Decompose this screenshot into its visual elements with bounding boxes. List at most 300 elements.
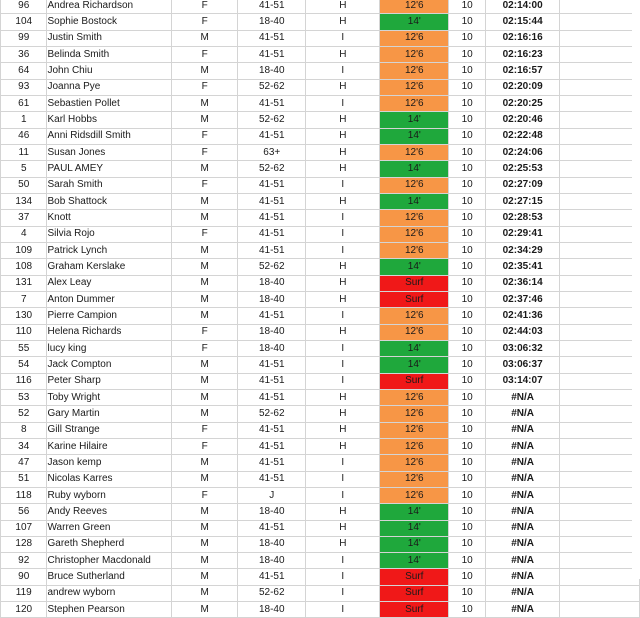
cell-age-group[interactable]: 41-51 (238, 210, 306, 226)
cell-name[interactable]: Sebastien Pollet (47, 95, 172, 111)
cell-category[interactable]: H (306, 504, 380, 520)
cell-name[interactable]: Jason kemp (47, 455, 172, 471)
cell-time[interactable]: 02:27:09 (485, 177, 559, 193)
cell-empty[interactable] (560, 291, 640, 307)
cell-bib-number[interactable]: 134 (1, 193, 47, 209)
cell-empty[interactable] (560, 357, 640, 373)
cell-name[interactable]: Bruce Sutherland (47, 569, 172, 585)
cell-board[interactable]: 14' (380, 193, 449, 209)
cell-board[interactable]: Surf (380, 569, 449, 585)
cell-bib-number[interactable]: 46 (1, 128, 47, 144)
cell-sex[interactable]: M (172, 30, 238, 46)
cell-distance[interactable]: 10 (449, 389, 486, 405)
cell-sex[interactable]: M (172, 112, 238, 128)
cell-empty[interactable] (560, 324, 640, 340)
cell-sex[interactable]: F (172, 422, 238, 438)
cell-time[interactable]: #N/A (485, 438, 559, 454)
cell-bib-number[interactable]: 11 (1, 144, 47, 160)
cell-sex[interactable]: M (172, 406, 238, 422)
cell-bib-number[interactable]: 130 (1, 308, 47, 324)
cell-board[interactable]: 14' (380, 112, 449, 128)
cell-board[interactable]: 12'6 (380, 324, 449, 340)
cell-bib-number[interactable]: 7 (1, 291, 47, 307)
cell-board[interactable]: 12'6 (380, 210, 449, 226)
cell-sex[interactable]: F (172, 128, 238, 144)
cell-time[interactable]: #N/A (485, 422, 559, 438)
cell-name[interactable]: lucy king (47, 340, 172, 356)
cell-age-group[interactable]: 18-40 (238, 324, 306, 340)
cell-category[interactable]: H (306, 275, 380, 291)
cell-bib-number[interactable]: 116 (1, 373, 47, 389)
cell-distance[interactable]: 10 (449, 46, 486, 62)
cell-name[interactable]: andrew wyborn (47, 585, 172, 601)
cell-distance[interactable]: 10 (449, 536, 486, 552)
cell-time[interactable]: #N/A (485, 455, 559, 471)
cell-time[interactable]: #N/A (485, 602, 559, 618)
cell-time[interactable]: #N/A (485, 553, 559, 569)
cell-name[interactable]: Pierre Campion (47, 308, 172, 324)
cell-category[interactable]: H (306, 79, 380, 95)
cell-board[interactable]: 14' (380, 14, 449, 30)
cell-empty[interactable] (560, 406, 640, 422)
cell-sex[interactable]: F (172, 177, 238, 193)
cell-age-group[interactable]: J (238, 487, 306, 503)
cell-bib-number[interactable]: 92 (1, 553, 47, 569)
cell-empty[interactable] (560, 585, 640, 601)
cell-time[interactable]: 02:16:57 (485, 63, 559, 79)
cell-sex[interactable]: F (172, 79, 238, 95)
cell-name[interactable]: Gareth Shepherd (47, 536, 172, 552)
cell-distance[interactable]: 10 (449, 471, 486, 487)
cell-empty[interactable] (560, 14, 640, 30)
cell-category[interactable]: H (306, 324, 380, 340)
cell-category[interactable]: I (306, 569, 380, 585)
cell-category[interactable]: I (306, 226, 380, 242)
cell-empty[interactable] (560, 536, 640, 552)
cell-bib-number[interactable]: 50 (1, 177, 47, 193)
cell-name[interactable]: Anton Dummer (47, 291, 172, 307)
cell-category[interactable]: I (306, 340, 380, 356)
cell-category[interactable]: H (306, 128, 380, 144)
cell-name[interactable]: Helena Richards (47, 324, 172, 340)
cell-age-group[interactable]: 41-51 (238, 128, 306, 144)
cell-bib-number[interactable]: 93 (1, 79, 47, 95)
cell-time[interactable]: 02:20:09 (485, 79, 559, 95)
cell-empty[interactable] (560, 112, 640, 128)
cell-time[interactable]: 02:28:53 (485, 210, 559, 226)
cell-board[interactable]: 12'6 (380, 487, 449, 503)
cell-sex[interactable]: M (172, 553, 238, 569)
cell-empty[interactable] (560, 177, 640, 193)
cell-bib-number[interactable]: 61 (1, 95, 47, 111)
cell-board[interactable]: 14' (380, 520, 449, 536)
cell-time[interactable]: 02:34:29 (485, 242, 559, 258)
cell-distance[interactable]: 10 (449, 14, 486, 30)
cell-age-group[interactable]: 18-40 (238, 340, 306, 356)
cell-time[interactable]: 02:36:14 (485, 275, 559, 291)
cell-distance[interactable]: 10 (449, 259, 486, 275)
cell-time[interactable]: #N/A (485, 406, 559, 422)
cell-distance[interactable]: 10 (449, 177, 486, 193)
cell-distance[interactable]: 10 (449, 569, 486, 585)
cell-bib-number[interactable]: 34 (1, 438, 47, 454)
cell-board[interactable]: 12'6 (380, 422, 449, 438)
cell-name[interactable]: Nicolas Karres (47, 471, 172, 487)
cell-time[interactable]: 02:14:00 (485, 0, 559, 14)
cell-sex[interactable]: F (172, 144, 238, 160)
cell-age-group[interactable]: 18-40 (238, 275, 306, 291)
cell-empty[interactable] (560, 193, 640, 209)
cell-distance[interactable]: 10 (449, 95, 486, 111)
cell-time[interactable]: 02:15:44 (485, 14, 559, 30)
cell-time[interactable]: 02:41:36 (485, 308, 559, 324)
cell-name[interactable]: Karl Hobbs (47, 112, 172, 128)
cell-sex[interactable]: M (172, 373, 238, 389)
cell-time[interactable]: #N/A (485, 487, 559, 503)
cell-category[interactable]: H (306, 46, 380, 62)
cell-distance[interactable]: 10 (449, 455, 486, 471)
cell-category[interactable]: H (306, 193, 380, 209)
cell-sex[interactable]: M (172, 63, 238, 79)
cell-board[interactable]: Surf (380, 585, 449, 601)
cell-name[interactable]: Peter Sharp (47, 373, 172, 389)
cell-age-group[interactable]: 41-51 (238, 30, 306, 46)
cell-sex[interactable]: F (172, 226, 238, 242)
cell-category[interactable]: H (306, 536, 380, 552)
cell-empty[interactable] (560, 46, 640, 62)
cell-time[interactable]: 02:16:23 (485, 46, 559, 62)
cell-sex[interactable]: M (172, 161, 238, 177)
cell-bib-number[interactable]: 1 (1, 112, 47, 128)
cell-bib-number[interactable]: 99 (1, 30, 47, 46)
cell-name[interactable]: Ruby wyborn (47, 487, 172, 503)
cell-name[interactable]: Knott (47, 210, 172, 226)
cell-bib-number[interactable]: 56 (1, 504, 47, 520)
cell-bib-number[interactable]: 120 (1, 602, 47, 618)
cell-board[interactable]: 12'6 (380, 95, 449, 111)
cell-sex[interactable]: M (172, 602, 238, 618)
cell-bib-number[interactable]: 55 (1, 340, 47, 356)
cell-sex[interactable]: F (172, 438, 238, 454)
cell-category[interactable]: H (306, 0, 380, 14)
cell-empty[interactable] (560, 242, 640, 258)
cell-distance[interactable]: 10 (449, 373, 486, 389)
cell-category[interactable]: I (306, 177, 380, 193)
cell-empty[interactable] (560, 226, 640, 242)
cell-age-group[interactable]: 52-62 (238, 585, 306, 601)
cell-sex[interactable]: M (172, 275, 238, 291)
cell-sex[interactable]: M (172, 357, 238, 373)
cell-sex[interactable]: F (172, 487, 238, 503)
cell-sex[interactable]: M (172, 585, 238, 601)
cell-category[interactable]: H (306, 520, 380, 536)
cell-board[interactable]: 12'6 (380, 226, 449, 242)
cell-category[interactable]: I (306, 308, 380, 324)
cell-age-group[interactable]: 41-51 (238, 373, 306, 389)
cell-sex[interactable]: M (172, 455, 238, 471)
cell-distance[interactable]: 10 (449, 324, 486, 340)
cell-category[interactable]: I (306, 373, 380, 389)
cell-category[interactable]: I (306, 30, 380, 46)
cell-category[interactable]: H (306, 259, 380, 275)
cell-age-group[interactable]: 18-40 (238, 536, 306, 552)
cell-board[interactable]: 12'6 (380, 242, 449, 258)
cell-age-group[interactable]: 41-51 (238, 569, 306, 585)
cell-sex[interactable]: M (172, 471, 238, 487)
cell-age-group[interactable]: 18-40 (238, 602, 306, 618)
cell-sex[interactable]: M (172, 259, 238, 275)
cell-board[interactable]: 12'6 (380, 0, 449, 14)
cell-sex[interactable]: M (172, 520, 238, 536)
cell-distance[interactable]: 10 (449, 30, 486, 46)
cell-empty[interactable] (560, 161, 640, 177)
cell-name[interactable]: Christopher Macdonald (47, 553, 172, 569)
cell-board[interactable]: 14' (380, 553, 449, 569)
cell-age-group[interactable]: 63+ (238, 144, 306, 160)
cell-age-group[interactable]: 18-40 (238, 291, 306, 307)
cell-empty[interactable] (560, 422, 640, 438)
cell-sex[interactable]: M (172, 210, 238, 226)
cell-name[interactable]: Gill Strange (47, 422, 172, 438)
cell-bib-number[interactable]: 37 (1, 210, 47, 226)
cell-bib-number[interactable]: 53 (1, 389, 47, 405)
cell-board[interactable]: 12'6 (380, 30, 449, 46)
cell-time[interactable]: #N/A (485, 504, 559, 520)
cell-empty[interactable] (560, 602, 640, 618)
cell-time[interactable]: 03:06:37 (485, 357, 559, 373)
cell-category[interactable]: H (306, 406, 380, 422)
cell-board[interactable]: 12'6 (380, 46, 449, 62)
cell-sex[interactable]: F (172, 340, 238, 356)
cell-bib-number[interactable]: 96 (1, 0, 47, 14)
cell-age-group[interactable]: 41-51 (238, 177, 306, 193)
cell-distance[interactable]: 10 (449, 275, 486, 291)
cell-distance[interactable]: 10 (449, 406, 486, 422)
cell-time[interactable]: 02:20:25 (485, 95, 559, 111)
cell-bib-number[interactable]: 52 (1, 406, 47, 422)
cell-sex[interactable]: M (172, 504, 238, 520)
cell-time[interactable]: 02:27:15 (485, 193, 559, 209)
cell-name[interactable]: Patrick Lynch (47, 242, 172, 258)
cell-sex[interactable]: F (172, 0, 238, 14)
cell-age-group[interactable]: 52-62 (238, 79, 306, 95)
cell-board[interactable]: Surf (380, 291, 449, 307)
cell-empty[interactable] (560, 0, 640, 14)
cell-empty[interactable] (560, 487, 640, 503)
cell-category[interactable]: H (306, 291, 380, 307)
cell-bib-number[interactable]: 131 (1, 275, 47, 291)
cell-time[interactable]: #N/A (485, 536, 559, 552)
cell-bib-number[interactable]: 64 (1, 63, 47, 79)
cell-time[interactable]: 02:37:46 (485, 291, 559, 307)
cell-category[interactable]: I (306, 471, 380, 487)
cell-distance[interactable]: 10 (449, 63, 486, 79)
cell-name[interactable]: Alex Leay (47, 275, 172, 291)
cell-board[interactable]: 14' (380, 128, 449, 144)
cell-board[interactable]: 14' (380, 536, 449, 552)
cell-board[interactable]: 12'6 (380, 438, 449, 454)
cell-bib-number[interactable]: 51 (1, 471, 47, 487)
cell-distance[interactable]: 10 (449, 553, 486, 569)
cell-board[interactable]: 12'6 (380, 389, 449, 405)
cell-empty[interactable] (560, 79, 640, 95)
cell-name[interactable]: Graham Kerslake (47, 259, 172, 275)
cell-time[interactable]: 02:22:48 (485, 128, 559, 144)
cell-bib-number[interactable]: 90 (1, 569, 47, 585)
cell-sex[interactable]: M (172, 291, 238, 307)
cell-time[interactable]: 02:24:06 (485, 144, 559, 160)
cell-name[interactable]: Anni Ridsdill Smith (47, 128, 172, 144)
cell-distance[interactable]: 10 (449, 112, 486, 128)
cell-age-group[interactable]: 41-51 (238, 95, 306, 111)
cell-sex[interactable]: F (172, 324, 238, 340)
cell-sex[interactable]: M (172, 536, 238, 552)
cell-distance[interactable]: 10 (449, 602, 486, 618)
cell-empty[interactable] (560, 471, 640, 487)
cell-empty[interactable] (560, 389, 640, 405)
cell-category[interactable]: I (306, 95, 380, 111)
cell-distance[interactable]: 10 (449, 357, 486, 373)
cell-age-group[interactable]: 41-51 (238, 471, 306, 487)
cell-name[interactable]: Susan Jones (47, 144, 172, 160)
cell-age-group[interactable]: 52-62 (238, 406, 306, 422)
cell-bib-number[interactable]: 118 (1, 487, 47, 503)
cell-age-group[interactable]: 41-51 (238, 242, 306, 258)
cell-name[interactable]: Joanna Pye (47, 79, 172, 95)
cell-age-group[interactable]: 41-51 (238, 308, 306, 324)
cell-board[interactable]: Surf (380, 275, 449, 291)
cell-time[interactable]: #N/A (485, 471, 559, 487)
cell-category[interactable]: I (306, 210, 380, 226)
cell-bib-number[interactable]: 5 (1, 161, 47, 177)
cell-sex[interactable]: F (172, 46, 238, 62)
cell-name[interactable]: Andy Reeves (47, 504, 172, 520)
cell-empty[interactable] (560, 308, 640, 324)
cell-distance[interactable]: 10 (449, 585, 486, 601)
cell-time[interactable]: #N/A (485, 389, 559, 405)
cell-sex[interactable]: M (172, 389, 238, 405)
cell-bib-number[interactable]: 4 (1, 226, 47, 242)
cell-distance[interactable]: 10 (449, 161, 486, 177)
cell-time[interactable]: 02:16:16 (485, 30, 559, 46)
cell-board[interactable]: 12'6 (380, 144, 449, 160)
cell-distance[interactable]: 10 (449, 210, 486, 226)
cell-sex[interactable]: F (172, 14, 238, 30)
cell-age-group[interactable]: 18-40 (238, 553, 306, 569)
cell-name[interactable]: Warren Green (47, 520, 172, 536)
cell-age-group[interactable]: 41-51 (238, 193, 306, 209)
cell-empty[interactable] (560, 30, 640, 46)
cell-sex[interactable]: M (172, 308, 238, 324)
cell-distance[interactable]: 10 (449, 79, 486, 95)
cell-distance[interactable]: 10 (449, 0, 486, 14)
cell-sex[interactable]: M (172, 569, 238, 585)
cell-age-group[interactable]: 41-51 (238, 46, 306, 62)
cell-name[interactable]: PAUL AMEY (47, 161, 172, 177)
cell-name[interactable]: Bob Shattock (47, 193, 172, 209)
cell-empty[interactable] (560, 95, 640, 111)
cell-name[interactable]: Sophie Bostock (47, 14, 172, 30)
cell-time[interactable]: 02:29:41 (485, 226, 559, 242)
cell-distance[interactable]: 10 (449, 487, 486, 503)
cell-category[interactable]: H (306, 422, 380, 438)
cell-board[interactable]: 12'6 (380, 455, 449, 471)
cell-age-group[interactable]: 52-62 (238, 259, 306, 275)
cell-name[interactable]: Justin Smith (47, 30, 172, 46)
cell-time[interactable]: #N/A (485, 520, 559, 536)
cell-category[interactable]: I (306, 487, 380, 503)
cell-category[interactable]: H (306, 389, 380, 405)
cell-empty[interactable] (560, 553, 640, 569)
cell-sex[interactable]: M (172, 193, 238, 209)
cell-board[interactable]: Surf (380, 602, 449, 618)
cell-bib-number[interactable]: 104 (1, 14, 47, 30)
cell-age-group[interactable]: 52-62 (238, 112, 306, 128)
cell-distance[interactable]: 10 (449, 291, 486, 307)
cell-age-group[interactable]: 41-51 (238, 389, 306, 405)
cell-name[interactable]: Karine Hilaire (47, 438, 172, 454)
cell-distance[interactable]: 10 (449, 193, 486, 209)
cell-age-group[interactable]: 41-51 (238, 357, 306, 373)
cell-distance[interactable]: 10 (449, 520, 486, 536)
cell-bib-number[interactable]: 109 (1, 242, 47, 258)
cell-time[interactable]: 02:25:53 (485, 161, 559, 177)
cell-time[interactable]: 02:35:41 (485, 259, 559, 275)
cell-board[interactable]: 14' (380, 504, 449, 520)
cell-age-group[interactable]: 41-51 (238, 520, 306, 536)
cell-name[interactable]: Stephen Pearson (47, 602, 172, 618)
cell-bib-number[interactable]: 108 (1, 259, 47, 275)
cell-board[interactable]: 12'6 (380, 406, 449, 422)
cell-distance[interactable]: 10 (449, 340, 486, 356)
cell-distance[interactable]: 10 (449, 242, 486, 258)
cell-empty[interactable] (560, 455, 640, 471)
cell-distance[interactable]: 10 (449, 226, 486, 242)
cell-age-group[interactable]: 41-51 (238, 438, 306, 454)
cell-empty[interactable] (560, 128, 640, 144)
cell-name[interactable]: Silvia Rojo (47, 226, 172, 242)
cell-age-group[interactable]: 18-40 (238, 63, 306, 79)
cell-category[interactable]: I (306, 553, 380, 569)
cell-age-group[interactable]: 18-40 (238, 14, 306, 30)
cell-bib-number[interactable]: 47 (1, 455, 47, 471)
cell-category[interactable]: H (306, 161, 380, 177)
cell-empty[interactable] (560, 144, 640, 160)
cell-empty[interactable] (560, 569, 640, 585)
cell-empty[interactable] (560, 210, 640, 226)
cell-empty[interactable] (560, 275, 640, 291)
cell-empty[interactable] (560, 373, 640, 389)
cell-distance[interactable]: 10 (449, 144, 486, 160)
cell-name[interactable]: Andrea Richardson (47, 0, 172, 14)
cell-age-group[interactable]: 41-51 (238, 0, 306, 14)
cell-board[interactable]: 12'6 (380, 471, 449, 487)
cell-time[interactable]: 02:20:46 (485, 112, 559, 128)
cell-category[interactable]: I (306, 242, 380, 258)
cell-category[interactable]: H (306, 438, 380, 454)
cell-distance[interactable]: 10 (449, 128, 486, 144)
cell-name[interactable]: Toby Wright (47, 389, 172, 405)
cell-bib-number[interactable]: 119 (1, 585, 47, 601)
cell-bib-number[interactable]: 110 (1, 324, 47, 340)
cell-distance[interactable]: 10 (449, 438, 486, 454)
cell-board[interactable]: 14' (380, 259, 449, 275)
cell-board[interactable]: 12'6 (380, 177, 449, 193)
cell-age-group[interactable]: 41-51 (238, 422, 306, 438)
cell-board[interactable]: 14' (380, 340, 449, 356)
cell-name[interactable]: Jack Compton (47, 357, 172, 373)
cell-distance[interactable]: 10 (449, 308, 486, 324)
